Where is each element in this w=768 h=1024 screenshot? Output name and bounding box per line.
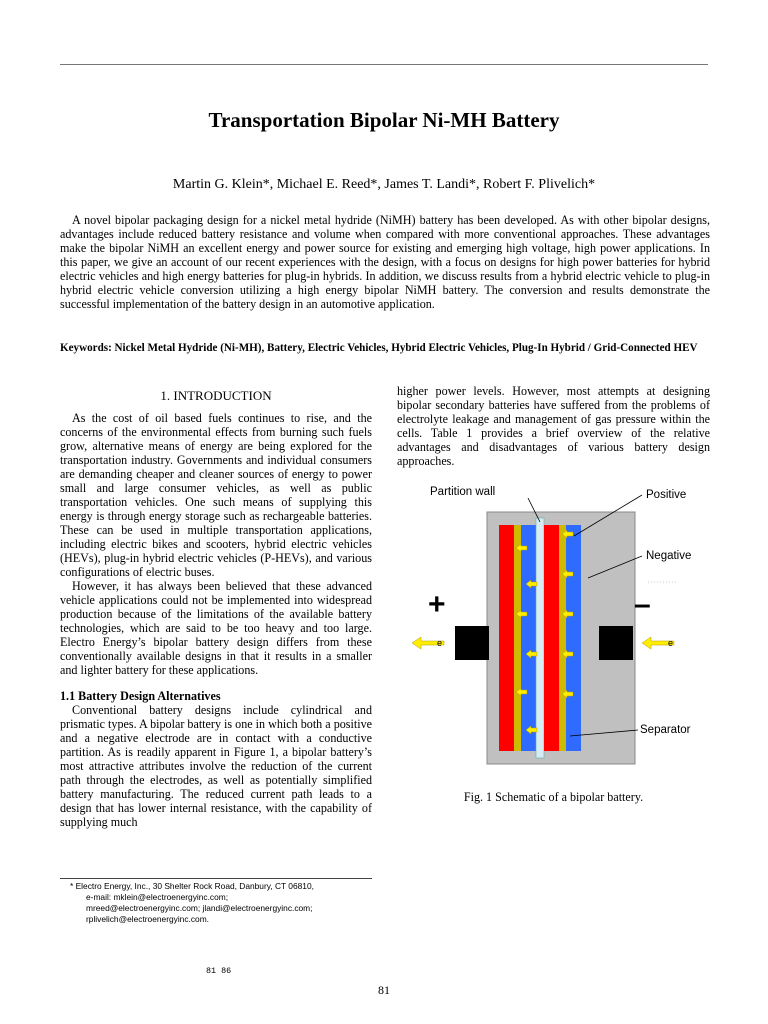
document-code: 81 86 [206, 966, 232, 976]
negative-electrode-right [566, 525, 581, 751]
footnote-line-3: mreed@electroenergyinc.com; jlandi@electroenergyinc.com; [86, 903, 313, 913]
minus-sign: – [634, 588, 651, 621]
label-positive: Positive [646, 489, 687, 501]
right-paragraph-1: higher power levels. However, most attempts at designing bipolar secondary batteries have suffered from the problems of electrolyte leakage and management of gas pressure within the cells. Table 1 provides a brief overview of the relative advantages and disadvantages of various battery design approaches. [397, 384, 710, 468]
electron-label-left: e [437, 638, 443, 648]
positive-electrode-right [544, 525, 559, 751]
abstract [60, 213, 710, 311]
figure-caption: Fig. 1 Schematic of a bipolar battery. [463, 790, 644, 804]
footnote [70, 881, 370, 925]
intro-paragraph-2: However, it has always been believed that these advanced vehicle applications could not be implemented into widespread production because of the limitations of the available battery technologies, which are said to be too heavy and too large. Electro Energy’s bipolar battery design differs from these conventionally available designs in that it results in a smaller and lighter battery for these applications. [60, 579, 372, 677]
electron-arrow-right [642, 637, 674, 649]
intro-paragraph-1: As the cost of oil based fuels continues to rise, and the concerns of the environmental effects from burning such fuels grow, alternative means of energy are being explored for the transportation industry. Governments and individual consumers are demanding cheaper and cleaner sources of energy to power small and large consumer vehicles, as well as public transportation vehicles. One such means of supplying this energy is through energy storage such as rechargeable batteries. These can be used in multiple transportation applications, including electric bikes and scooters, hybrid electric vehicles (HEVs), plug-in hybrid electric vehicles (P-HEVs), and various configurations of electric buses. [60, 411, 372, 579]
page-number: 81 [378, 983, 390, 997]
footnote-line-1: * Electro Energy, Inc., 30 Shelter Rock Road, Danbury, CT 06810, [70, 881, 314, 891]
bipolar-battery-figure [410, 478, 710, 780]
footnote-line-4: rplivelich@electroenergyinc.com. [86, 914, 210, 924]
intro-paragraph-3: Conventional battery designs include cylindrical and prismatic types. A bipolar battery is one in which both a positive and a negative electrode are in contact with a conductive partition. As is readily apparent in Figure 1, a bipolar battery’s most attractive attributes involve the reduction of the current path through the electrodes, as well as potentially simplified battery manufacturing. The reduced current path leads to a design that has lower internal resistance, with the capability of supplying much [60, 703, 372, 829]
right-column [397, 384, 710, 468]
paper-title: Transportation Bipolar Ni-MH Battery [208, 108, 560, 132]
electron-label-right: e [668, 638, 674, 648]
partition-wall [536, 518, 544, 758]
label-separator: Separator [640, 724, 691, 736]
footnote-rule [60, 878, 372, 879]
plus-sign: + [428, 588, 446, 621]
subsection-heading-battery-design: 1.1 Battery Design Alternatives [60, 689, 221, 703]
header-rule [60, 64, 708, 65]
separator-right [559, 525, 566, 751]
abstract-text: A novel bipolar packaging design for a nickel metal hydride (NiMH) battery has been developed. As with other bipolar designs, advantages include reduced battery resistance and volume when compared with more conventional approaches. These advantages make the bipolar NiMH an excellent energy and power source for existing and emerging high voltage, high power applications. In this paper, we give an account of our recent experiences with the design, with a focus on designs for high power batteries for hybrid electric vehicles and high energy batteries for plug-in hybrids. In addition, we discuss results from a hybrid electric vehicle to plug-in hybrid electric vehicle conversion utilizing a high energy bipolar NiMH battery. The conversion and results demonstrate the successful implementation of the battery design in an automotive application. [60, 213, 710, 311]
footnote-line-2: e-mail: mklein@electroenergyinc.com; [86, 892, 229, 902]
keywords: Keywords: Nickel Metal Hydride (Ni-MH), Battery, Electric Vehicles, Hybrid Electric Vehicles, Plug-In Hybrid / Grid-Connected HEV [60, 342, 698, 354]
left-column [60, 389, 372, 829]
negative-electrode-left [521, 525, 536, 751]
author-list: Martin G. Klein*, Michael E. Reed*, James T. Landi*, Robert F. Plivelich* [172, 177, 596, 192]
battery-schematic [410, 478, 710, 780]
positive-electrode-left [499, 525, 514, 751]
electron-arrow-left [412, 637, 444, 649]
terminal-right [599, 626, 633, 660]
label-partition-wall: Partition wall [430, 486, 496, 498]
terminal-left [455, 626, 489, 660]
label-negative: Negative [646, 550, 692, 562]
separator-left [514, 525, 521, 751]
section-heading-introduction: 1. INTRODUCTION [160, 388, 272, 403]
